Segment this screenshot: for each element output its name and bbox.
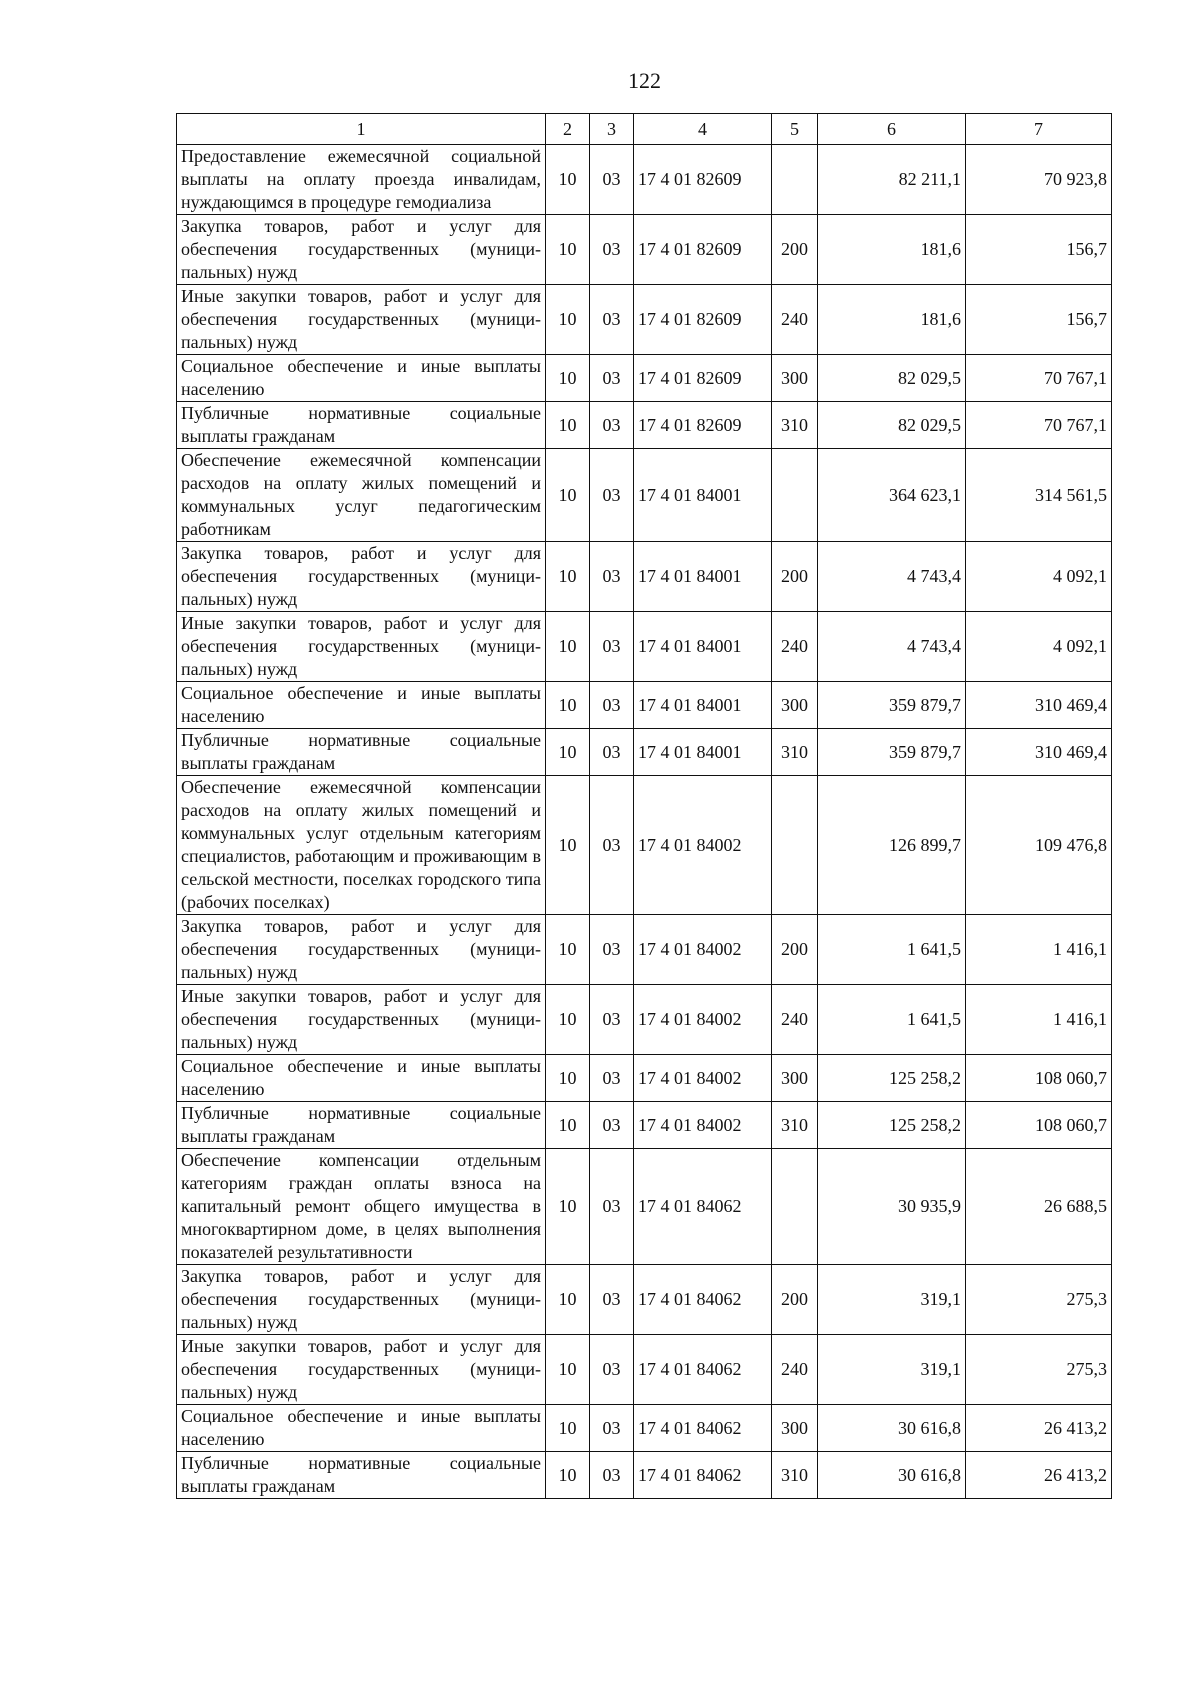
column-header: 4 (634, 114, 772, 145)
item-name: Социальное обеспечение и иные выплаты населению (177, 355, 546, 402)
amount-col7: 108 060,7 (966, 1055, 1112, 1102)
amount-col7: 314 561,5 (966, 449, 1112, 542)
table-row (177, 729, 1112, 776)
target-article-code: 17 4 01 84062 (634, 1149, 772, 1265)
section-code: 10 (546, 285, 590, 355)
target-article-code: 17 4 01 84001 (634, 682, 772, 729)
item-name: Иные закупки товаров, работ и услуг для обеспечения государственных (муниципальных) нужд (177, 612, 546, 682)
amount-col6: 359 879,7 (818, 729, 966, 776)
table-row (177, 1265, 1112, 1335)
subsection-code: 03 (590, 915, 634, 985)
amount-col6: 364 623,1 (818, 449, 966, 542)
expense-type-code: 310 (772, 1102, 818, 1149)
subsection-code: 03 (590, 215, 634, 285)
amount-col7: 26 688,5 (966, 1149, 1112, 1265)
amount-col6: 359 879,7 (818, 682, 966, 729)
section-code: 10 (546, 402, 590, 449)
page-number: 122 (628, 68, 661, 93)
target-article-code: 17 4 01 82609 (634, 145, 772, 215)
expense-type-code: 300 (772, 355, 818, 402)
amount-col6: 1 641,5 (818, 985, 966, 1055)
amount-col7: 108 060,7 (966, 1102, 1112, 1149)
section-code: 10 (546, 1265, 590, 1335)
amount-col6: 126 899,7 (818, 776, 966, 915)
item-name: Социальное обеспечение и иные выплаты населению (177, 1055, 546, 1102)
table-row (177, 145, 1112, 215)
subsection-code: 03 (590, 355, 634, 402)
item-name: Иные закупки товаров, работ и услуг для обеспечения государственных (муниципальных) нужд (177, 985, 546, 1055)
target-article-code: 17 4 01 84001 (634, 729, 772, 776)
subsection-code: 03 (590, 776, 634, 915)
target-article-code: 17 4 01 84062 (634, 1335, 772, 1405)
amount-col7: 275,3 (966, 1335, 1112, 1405)
amount-col7: 1 416,1 (966, 985, 1112, 1055)
expense-type-code: 200 (772, 1265, 818, 1335)
section-code: 10 (546, 915, 590, 985)
amount-col7: 310 469,4 (966, 729, 1112, 776)
target-article-code: 17 4 01 84002 (634, 915, 772, 985)
target-article-code: 17 4 01 84062 (634, 1405, 772, 1452)
amount-col6: 4 743,4 (818, 612, 966, 682)
amount-col6: 319,1 (818, 1265, 966, 1335)
table-row (177, 542, 1112, 612)
amount-col7: 70 923,8 (966, 145, 1112, 215)
section-code: 10 (546, 1335, 590, 1405)
item-name: Закупка товаров, работ и услуг для обеспечения государственных (муниципальных) нужд (177, 215, 546, 285)
target-article-code: 17 4 01 82609 (634, 285, 772, 355)
header-row (177, 114, 1112, 145)
section-code: 10 (546, 1102, 590, 1149)
item-name: Обеспечение компенсации отдельным категориям граждан оплаты взноса на капитальный ремонт общего имущества в многоквартирном доме, в целях выполнения показателей результативности (177, 1149, 546, 1265)
amount-col6: 4 743,4 (818, 542, 966, 612)
target-article-code: 17 4 01 82609 (634, 215, 772, 285)
amount-col7: 26 413,2 (966, 1405, 1112, 1452)
amount-col7: 156,7 (966, 215, 1112, 285)
item-name: Иные закупки товаров, работ и услуг для обеспечения государственных (муниципальных) нужд (177, 285, 546, 355)
table-row (177, 285, 1112, 355)
amount-col6: 30 935,9 (818, 1149, 966, 1265)
amount-col6: 319,1 (818, 1335, 966, 1405)
subsection-code: 03 (590, 1055, 634, 1102)
table-row (177, 1102, 1112, 1149)
amount-col6: 125 258,2 (818, 1102, 966, 1149)
section-code: 10 (546, 449, 590, 542)
expense-type-code: 310 (772, 729, 818, 776)
table-row (177, 215, 1112, 285)
target-article-code: 17 4 01 84002 (634, 985, 772, 1055)
target-article-code: 17 4 01 84001 (634, 542, 772, 612)
amount-col6: 125 258,2 (818, 1055, 966, 1102)
expense-type-code: 240 (772, 612, 818, 682)
amount-col6: 1 641,5 (818, 915, 966, 985)
table-row (177, 612, 1112, 682)
subsection-code: 03 (590, 402, 634, 449)
expense-type-code: 310 (772, 1452, 818, 1499)
item-name: Предоставление ежемесячной социальной выплаты на оплату проезда инвалидам, нуждающимся в процедуре гемодиализа (177, 145, 546, 215)
section-code: 10 (546, 729, 590, 776)
column-header: 6 (818, 114, 966, 145)
table-row (177, 355, 1112, 402)
subsection-code: 03 (590, 1149, 634, 1265)
amount-col7: 4 092,1 (966, 542, 1112, 612)
subsection-code: 03 (590, 682, 634, 729)
expense-type-code: 200 (772, 915, 818, 985)
budget-table (176, 113, 1112, 1499)
column-header: 2 (546, 114, 590, 145)
amount-col7: 109 476,8 (966, 776, 1112, 915)
item-name: Публичные нормативные социальные выплаты гражданам (177, 1102, 546, 1149)
target-article-code: 17 4 01 84001 (634, 449, 772, 542)
subsection-code: 03 (590, 985, 634, 1055)
amount-col6: 82 029,5 (818, 355, 966, 402)
target-article-code: 17 4 01 82609 (634, 355, 772, 402)
column-header: 1 (177, 114, 546, 145)
subsection-code: 03 (590, 285, 634, 355)
section-code: 10 (546, 985, 590, 1055)
subsection-code: 03 (590, 1452, 634, 1499)
subsection-code: 03 (590, 1405, 634, 1452)
item-name: Закупка товаров, работ и услуг для обеспечения государственных (муниципальных) нужд (177, 1265, 546, 1335)
target-article-code: 17 4 01 84001 (634, 612, 772, 682)
item-name: Обеспечение ежемесячной компенсации расходов на оплату жилых помещений и коммунальных услуг отдельным категориям специалистов, работающим и проживающим в сельской местности, поселках городского типа (рабочих поселках) (177, 776, 546, 915)
section-code: 10 (546, 145, 590, 215)
expense-type-code: 300 (772, 1405, 818, 1452)
amount-col6: 82 029,5 (818, 402, 966, 449)
table-row (177, 1335, 1112, 1405)
expense-type-code: 200 (772, 215, 818, 285)
column-header: 3 (590, 114, 634, 145)
section-code: 10 (546, 1149, 590, 1265)
expense-type-code: 240 (772, 985, 818, 1055)
section-code: 10 (546, 542, 590, 612)
subsection-code: 03 (590, 612, 634, 682)
expense-type-code: 300 (772, 1055, 818, 1102)
table-row (177, 776, 1112, 915)
section-code: 10 (546, 355, 590, 402)
amount-col6: 30 616,8 (818, 1452, 966, 1499)
column-header: 7 (966, 114, 1112, 145)
expense-type-code: 200 (772, 542, 818, 612)
amount-col7: 70 767,1 (966, 355, 1112, 402)
subsection-code: 03 (590, 449, 634, 542)
item-name: Публичные нормативные социальные выплаты гражданам (177, 402, 546, 449)
amount-col7: 156,7 (966, 285, 1112, 355)
amount-col6: 181,6 (818, 215, 966, 285)
target-article-code: 17 4 01 84062 (634, 1452, 772, 1499)
expense-type-code (772, 1149, 818, 1265)
expense-type-code (772, 776, 818, 915)
amount-col7: 26 413,2 (966, 1452, 1112, 1499)
target-article-code: 17 4 01 84002 (634, 1102, 772, 1149)
target-article-code: 17 4 01 84062 (634, 1265, 772, 1335)
item-name: Закупка товаров, работ и услуг для обеспечения государственных (муниципальных) нужд (177, 542, 546, 612)
table-row (177, 985, 1112, 1055)
table-row (177, 1055, 1112, 1102)
table-row (177, 449, 1112, 542)
subsection-code: 03 (590, 729, 634, 776)
amount-col7: 70 767,1 (966, 402, 1112, 449)
amount-col7: 310 469,4 (966, 682, 1112, 729)
section-code: 10 (546, 215, 590, 285)
item-name: Обеспечение ежемесячной компенсации расходов на оплату жилых помещений и коммунальных услуг педагогическим работникам (177, 449, 546, 542)
item-name: Публичные нормативные социальные выплаты гражданам (177, 1452, 546, 1499)
expense-type-code: 240 (772, 285, 818, 355)
item-name: Социальное обеспечение и иные выплаты населению (177, 682, 546, 729)
item-name: Социальное обеспечение и иные выплаты населению (177, 1405, 546, 1452)
amount-col7: 1 416,1 (966, 915, 1112, 985)
item-name: Иные закупки товаров, работ и услуг для обеспечения государственных (муниципальных) нужд (177, 1335, 546, 1405)
table-row (177, 915, 1112, 985)
expense-type-code: 300 (772, 682, 818, 729)
table-row (177, 1149, 1112, 1265)
table-row (177, 402, 1112, 449)
column-header: 5 (772, 114, 818, 145)
item-name: Публичные нормативные социальные выплаты гражданам (177, 729, 546, 776)
section-code: 10 (546, 1452, 590, 1499)
item-name: Закупка товаров, работ и услуг для обеспечения государственных (муниципальных) нужд (177, 915, 546, 985)
expense-type-code (772, 449, 818, 542)
target-article-code: 17 4 01 84002 (634, 1055, 772, 1102)
subsection-code: 03 (590, 1265, 634, 1335)
expense-type-code: 240 (772, 1335, 818, 1405)
target-article-code: 17 4 01 84002 (634, 776, 772, 915)
subsection-code: 03 (590, 145, 634, 215)
section-code: 10 (546, 1055, 590, 1102)
amount-col7: 4 092,1 (966, 612, 1112, 682)
table-row (177, 682, 1112, 729)
expense-type-code (772, 145, 818, 215)
section-code: 10 (546, 612, 590, 682)
section-code: 10 (546, 776, 590, 915)
amount-col7: 275,3 (966, 1265, 1112, 1335)
amount-col6: 30 616,8 (818, 1405, 966, 1452)
table-row (177, 1452, 1112, 1499)
expense-type-code: 310 (772, 402, 818, 449)
section-code: 10 (546, 682, 590, 729)
subsection-code: 03 (590, 1102, 634, 1149)
amount-col6: 82 211,1 (818, 145, 966, 215)
section-code: 10 (546, 1405, 590, 1452)
subsection-code: 03 (590, 1335, 634, 1405)
subsection-code: 03 (590, 542, 634, 612)
table-row (177, 1405, 1112, 1452)
amount-col6: 181,6 (818, 285, 966, 355)
target-article-code: 17 4 01 82609 (634, 402, 772, 449)
